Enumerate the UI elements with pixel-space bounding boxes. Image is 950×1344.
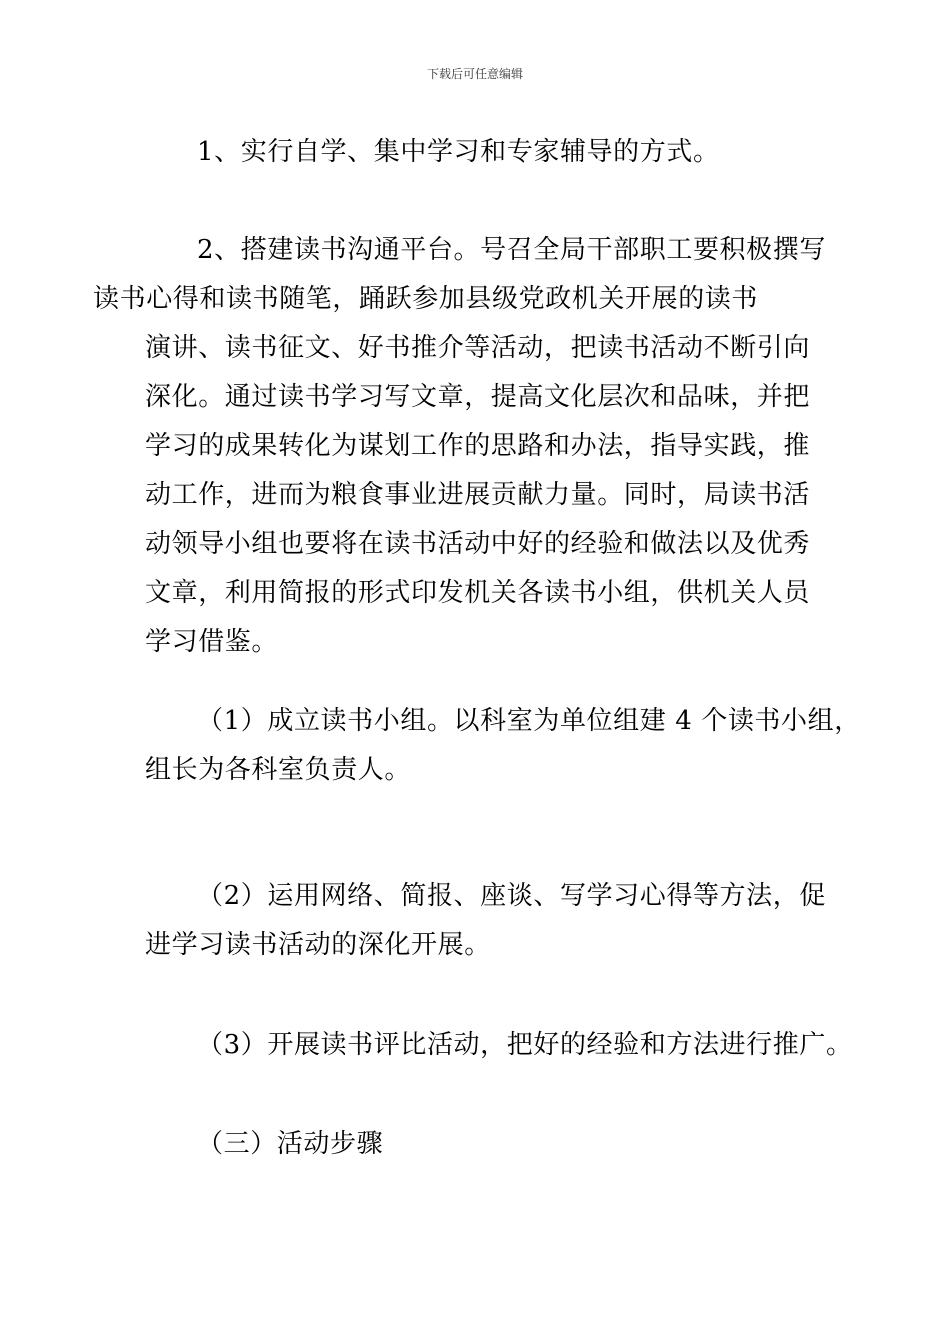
section-heading-activity-steps [145, 1120, 815, 1169]
paragraph-evaluation [145, 1021, 853, 1070]
text-line: 动工作，进而为粮食事业进展贡献力量。同时，局读书活 [145, 480, 811, 510]
paragraph-reading-platform [93, 226, 826, 667]
text-line: 学习的成果转化为谋划工作的思路和办法，指导实践，推 [145, 431, 811, 461]
text-line: 演讲、读书征文、好书推介等活动，把读书活动不断引向 [145, 333, 811, 363]
paragraph-methods [145, 872, 826, 970]
page-header: 下载后可任意编辑 [426, 67, 523, 81]
text-line: 2、搭建读书沟通平台。号召全局干部职工要积极撰写 [197, 235, 826, 265]
text-line: 深化。通过读书学习写文章，提高文化层次和品味，并把 [145, 382, 811, 412]
text-line: 文章，利用简报的形式印发机关各读书小组，供机关人员 [145, 578, 811, 608]
text-line: 进学习读书活动的深化开展。 [145, 930, 491, 960]
paragraph-study-methods [145, 128, 815, 177]
text-line: 组长为各科室负责人。 [145, 755, 412, 785]
text-line: 1、实行自学、集中学习和专家辅导的方式。 [197, 137, 720, 167]
text-line: 读书心得和读书随笔，踊跃参加县级党政机关开展的读书 [93, 284, 759, 314]
text-line: 动领导小组也要将在读书活动中好的经验和做法以及优秀 [145, 529, 811, 559]
text-line: （2）运用网络、简报、座谈、写学习心得等方法，促 [197, 881, 826, 911]
text-line: （3）开展读书评比活动，把好的经验和方法进行推广。 [197, 1030, 853, 1060]
paragraph-reading-groups [145, 697, 861, 795]
text-line: （三）活动步骤 [197, 1129, 384, 1159]
text-line: （1）成立读书小组。以科室为单位组建 4 个读书小组， [197, 706, 861, 736]
text-line: 学习借鉴。 [145, 627, 279, 657]
